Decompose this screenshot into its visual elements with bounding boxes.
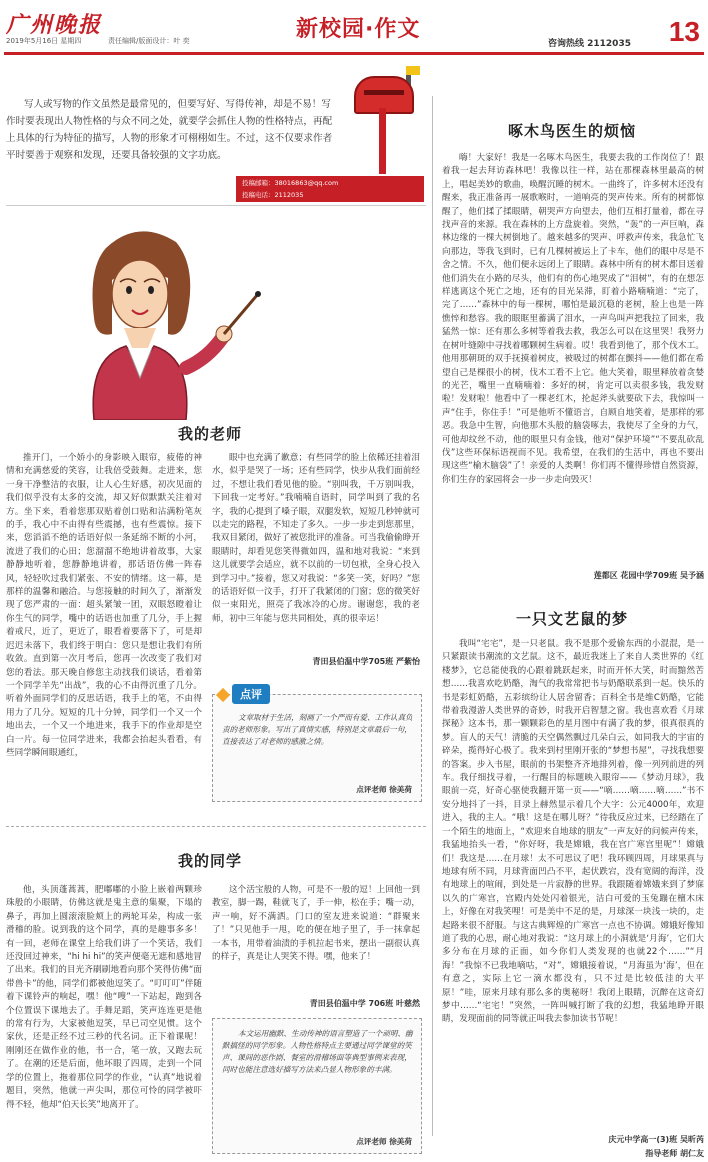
editor-credit: 责任编辑/版面设计：叶 奕 bbox=[108, 37, 190, 45]
contact-email: 投稿邮箱：38016863@qq.com bbox=[242, 179, 339, 187]
byline-mouse: 庆元中学高一(3)班 吴昕芮 bbox=[608, 1135, 704, 1144]
hotline: 咨询热线 2112035 bbox=[548, 39, 631, 49]
byline-classmate: 青田县伯温中学 706班 叶慈然 bbox=[309, 999, 420, 1008]
article-body-woodpecker: 嗨！大家好！我是一名啄木鸟医生，我要去我的工作岗位了！跟着我一起去拜访森林吧！我像以往一样，站在那棵森林里最高的树上，唱起美妙的歌曲，唤醒沉睡的树木。一曲终了，许多树木还没有醒来，我正准备再一展歌喉时，一道响亮的哭声传来。所有的树都惊醒了，他们揉了揉眼睛，朝哭声方向望去，他们互相打量着，都在寻找声音的来源。我在森林的上方盘旋着。突然，“轰”的一声巨响，森林边缘的一棵大树倒地了。越来越多的哭声、呼救声传来，我急忙飞向那边，等我飞到时，已有几棵树被运上了卡车，他们的眼中尽是不舍之情。不久，他们便永远闭上了眼睛。森林中所有的树木都目送着他们消失在小路的尽头，他们有的伤心地哭成了“泪树”，有的在想怎样逃离这个死亡之地，还有的目光呆滞，盯着小路喃喃道：“完了，完了……”森林中的每一棵树，哪怕是最沉稳的老树，脸上也是一阵憔悴和愁容。我的眼眶里蓄满了泪水，一声鸟叫声把我拉了回来，我猛然一惊：还有那么多树等着我去救，我怎么可以在这里哭！我努力在树叶缝隙中寻找着哪颗树生病着。哎！我看到他了，那个伐木工。他用那朝斑的双手抚摸着树皮，被吸过的树都在颤抖——他们都在希望自己是棵很小的树，伐木工看不上它。他大笑着，眼里释放着贪婪的光芒，嘴里一直喃喃着：多好的树，肯定可以卖很多钱，我发财啦！发财啦！他看中了一棵老红木，抡起斧头就要砍下去，我惊叫一声“住手，你住手！”可是他听不懂语言，自顾自地笑着，是那样的邪恶。我急中生智，向他那木头般的脑袋啄去，我使尽了全身的力气，可他却纹丝不动，他的眼里只有金钱，他对“保护环境”“不要乱砍乱伐”这些环保标语视而不见。我希望，在我们的生活中，再也不要出现这些“榆木脑袋”了！亲爱的人类啊！你们再不懂得珍惜自然资源，你们生存的家园将会一步一步走向毁灭！ bbox=[442, 153, 704, 485]
comment-text-classmate: 本文运用幽默、生动传神的语言塑造了一个顽明、幽默搞怪的同学形象。人物性格特点主要通过同学课堂的笑声、课间的恶作剧、餐室的滑稽场面等典型事例来表现，同时也能注意选好描写方法来凸显人物形象的丰满。 bbox=[222, 1029, 413, 1074]
comment-sign-classmate: 点评老师 徐美荷 bbox=[356, 1137, 412, 1146]
intro-paragraph: 写人或写物的作文虽然是最常见的，但要写好、写得传神，却是不易！写作时要表现出人物性格的与众不同之处，就要学会抓住人物的性格特点，再配上具体的行为特征的描写，人物的形象才可栩栩如生。不过，这不仅要求作者平时要善于观察和发现，还要具备较强的文字功底。 bbox=[6, 99, 333, 161]
article-title-mouse: 一只文艺鼠的梦 bbox=[515, 610, 628, 628]
advisor-mouse: 指导老师 胡仁友 bbox=[645, 1149, 704, 1158]
contact-banner bbox=[236, 176, 424, 202]
article-body-mouse: 我叫“宅宅”，是一只老鼠。我不是那个爱偷东西的小混混，是一只紧跟读书潮流的文艺鼠。这不，最近我迷上了来自人类世界的《红楼梦》，它总能使我的心跟着跳跃起来，时而开怀大笑，时而黯然苦想……我喜欢吃奶酪，淘气的我常常把书与奶酪联系到一起。快乐的书是彩虹奶酪，五彩缤纷让人居舍留香；百科全书是维C奶酪，它能带着我漫游人类世界的奇妙，时我开启智慧之窗。我也喜欢看《月球探秘》这本书，那一颗颗彩色的星月图中有满了我的梦，很真很真的梦。盲人的天气！清脆的天空偶然飘过几朵白云，如同我大的宇宙的碎朵，揽得好心极了。我来到村里刚开张的“梦想书屋”，寻找我想要的答案。步入书屋，眼前的书架整齐齐地排列着，像一列列前进的列车。我仔细找寻着，一行醒目的标题映入眼帘——《梦动月球》，我眼前一亮，好奇心驱使我翻开第一页——“嘀……嘀……嘀……”书不安分地抖了一抖，目录上赫然显示着几个大字：公元4000年，欢迎进入，我的主人。“哦！这是在哪儿呀？”待我反应过来，已经踏在了一个陌生的地面上，“欢迎来自地球的朋友”一声友好的问候声传来，我猛地抬头一看，“你好呀，我是嫦娥，我在宫广寒宫里呢”！嫦娥们！我这是……在月球！太不可思议了吧！我环顾四周，月球果真与地球有所不同，月球背面凹凸不平，起伏跌宕，没有宽阔的海洋，没有地球上的喧闹，到处是一片寂静的世界。我跟随着嫦娥来到了梦寐以久的广寒宫，宫殿内处处闪着银光，洁白可爱的玉兔蹦在檀木床上，好像在对我笑哩！可是美中不足的是，月球深一块浅一块的，走起路来很不舒服。与这古典辉煌的广寒宫一点也不协调。嫦娥好像知道了我的心思，耐心地对我说：“这月球上的小洞就是‘月海’，它们大多分布在月球的正面，如今你们人类发现的也就22个……”“月海！”我惊不已我地嘀咕，“对”，嫦娥接着说，“月海虽为‘海’，但在有意之，实际上它一滴水都没有，只不过是比较低洼的大平原！”哇，原来月球有那么多的奥秘呀！我闭上眼睛，沉醉在这奇幻梦中……“宅宅！”突然，一阵叫喊打断了我的幻想，我猛地睁开眼睛，发现面前的同等就正叫我去参加读书节呢！ bbox=[442, 639, 704, 1025]
issue-date: 2019年5月16日 星期四 bbox=[6, 37, 82, 45]
column-divider bbox=[432, 96, 433, 1136]
article-title-woodpecker: 啄木鸟医生的烦恼 bbox=[507, 122, 636, 140]
newspaper-logo: 广州晚报 bbox=[6, 12, 103, 38]
article-title-classmate: 我的同学 bbox=[177, 852, 242, 870]
section-title: 新校园·作文 bbox=[296, 17, 421, 42]
comment-sign-teacher: 点评老师 徐美荷 bbox=[356, 785, 412, 794]
comment-tag: 点评 bbox=[232, 684, 270, 704]
teacher-pointer-illustration bbox=[8, 208, 266, 420]
divider bbox=[6, 205, 426, 206]
divider bbox=[6, 826, 426, 827]
comment-text-teacher: 文章取材于生活，刻画了一个严而有爱、工作认真负责的老师形象。写出了真情实感，特别是文章最后一句，直接表达了对老师的感激之情。 bbox=[222, 713, 413, 746]
byline-teacher: 青田县伯温中学705班 严紫怡 bbox=[312, 657, 420, 666]
byline-woodpecker: 莲都区 花园中学709班 吴予涵 bbox=[593, 571, 704, 580]
article-title-teacher: 我的老师 bbox=[177, 425, 242, 443]
article-body-teacher-col1: 推开门，一个娇小的身影映入眼帘，疲倦的神情和充满慈爱的笑容，让我倍受鼓舞。走进来，您一身干净整洁的衣服，让人心生好感，初次见面的我们似乎没有太多的交流，却又好似默默关注着对方。坐下来，看着您那双贴着创口贴和沾满粉笔灰的手，我心中不由得有些震撼，也有些震惊。接下来，您滔滔不绝的话语好似一条延绵不断的小河，流进了我们的心田；您溜溜不绝地讲着故事，大家静静地听着，您静静地讲着，那话语仿佛一阵春风，轻轻吹过我们紧张、不安的情绪。这一幕，是那样的温馨和融洽。与您接触的时间久了，渐渐发现了您严肃的一面：超头紧皱一团，双眼怒瞪着让你生气的同学，嘴中的话语也加重了几分，手上握着戒尺，近了，更近了，眼看着要落下了，可是却迟迟未落下，我们终于明白：您只是想让我们有所收敛。直到第一次月考后，您再一次改变了我们对您的看法。那天晚自修您主动找我们谈话，看着第一个同学羊先“出战”，我的心不由得沉重了几分。听着外面同学们的反思话语，我手上的笔，不由得用力了几分。短短的几十分钟，同学们一个又一个地出去，一个又一个地进来，我手下的作业却是空白一片。每一位同学进来，我都会抬起头看看，有些同学瞬间眼通红， bbox=[6, 453, 202, 758]
page-number: 13 bbox=[668, 16, 700, 47]
contact-phone: 投稿电话：2112035 bbox=[242, 191, 304, 199]
mailbox-icon bbox=[342, 62, 426, 174]
masthead-rule bbox=[4, 52, 704, 55]
article-body-teacher-col2: 眼中也充满了歉意；有些同学的脸上依稀还挂着泪水，似乎是哭了一场；还有些同学，快步从我们面前经过，不想让我们看见他的脸。“别叫我，千万别叫我，下回我一定考好。”我喃喃自语时，同学叫到了我的名字，我的心提到了嗓子眼，双腿发软，短短几秒钟就可以走完的路程，不知走了多久。一步一步走到您那里，我双目紧闭，做好了被您批评的准备。可当我偷偷睁开眼睛时，却看见您笑得微如四，温和地对我说：“来到这儿就要学会适应，就不以前的一切包袱，全身心投入到学习中。”接着，您又对我说：“多笑一笑，好吗？”您的话语好似一汶手，打开了我紧闭的门窗；您的微笑好似一束阳光，照亮了我冰冷的心房。谢谢您，我的老师，初中三年能与您共同相处，真的很幸运！ bbox=[212, 453, 420, 624]
article-body-classmate-col1: 他，头顶蓬蒿蒿，肥嘟嘟的小脸上嵌着两颗珍珠般的小眼睛，仿佛这就是鬼主意的集聚，下塌的鼻子，再加上圆滚滚脸颊上的两轮耳朵，构成一张滑稽的脸。说到我的这个同学，真的是趣事多多！有一回，老师在课堂上给我们讲了一个笑话，我们还没回过神来，“hi hi hi”的笑声便毫无遮和感地冒了出来。我们的目光齐刷刷地看向那个笑得仿佛“面带兽卡”的他，同学们都被他逗笑了。“叮叮叮”伴随着下课铃声的响起，嘿！他“嗖”一下站起，跑到各个位置误下课地去了。手舞足蹈，笑声连连更是他的常有行为，大家被他逗笑，早已司空见惯。这个家伙，还是正经不过三秒的代名词。正下着课呢！刚刚还在做作业的他，书一合，笔一放，又跑去玩了。在潮的还是后面，他坏眼了四周，走到一个同学的位置上，拖着那位同学的作业，“认真”地说着题目，突然，他就一声尖叫，那位可怜的同学被吓得不轻，他却“伯天长笑”地离开了。 bbox=[6, 885, 202, 1110]
article-body-classmate-col2: 这个活宝般的人物，可是不一般的逗！上回他一到教室，脚一踢，鞋就飞了，手一伸，松在手；嘴一动，声一响，好不满洒。门口的室友进来说道：“群聚来了！”只见他手一甩，吃的便在地子里了，手一抹拿起一本书，用带着油渍的手机拉起书来，摆出一副很认真的样子，真是让人哭笑不得。嘿，他来了！ bbox=[212, 885, 420, 963]
masthead bbox=[0, 0, 708, 56]
